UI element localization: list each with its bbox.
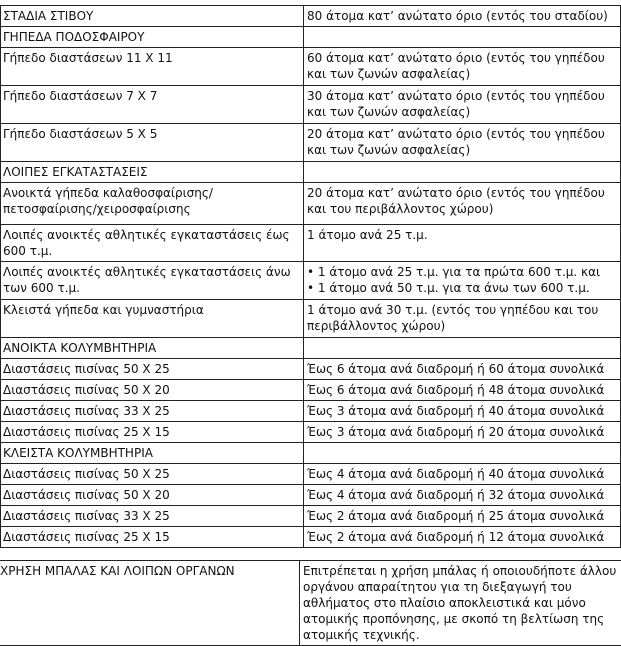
- table-row: [1, 86, 621, 124]
- table-row: [1, 422, 621, 443]
- row-value: Έως 6 άτομα ανά διαδρομή ή 60 άτομα συνολικά: [304, 359, 621, 380]
- row-value: [304, 162, 621, 183]
- row-label: Κλειστά γήπεδα και γυμναστήρια: [1, 300, 304, 338]
- equipment-table: [0, 560, 621, 646]
- table-row: [0, 561, 621, 646]
- row-label: Διαστάσεις πισίνας 50 Χ 25: [1, 359, 304, 380]
- row-label: Διαστάσεις πισίνας 50 Χ 20: [1, 380, 304, 401]
- row-value: 20 άτομα κατ’ ανώτατο όριο (εντός του γηπέδου και του περιβάλλοντος χώρου): [304, 183, 621, 225]
- table-row: [1, 124, 621, 162]
- row-value: 1 άτομο ανά 30 τ.μ. (εντός του γηπέδου και του περιβάλλοντος χώρου): [304, 300, 621, 338]
- row-value: Έως 3 άτομα ανά διαδρομή ή 20 άτομα συνολικά: [304, 422, 621, 443]
- table-row: [1, 300, 621, 338]
- row-value: 30 άτομα κατ’ ανώτατο όριο (εντός του γηπέδου και των ζωνών ασφαλείας): [304, 86, 621, 124]
- row-value: [304, 27, 621, 48]
- table-row: [1, 262, 621, 300]
- table-row: [1, 464, 621, 485]
- table-row: [1, 506, 621, 527]
- table-row: [1, 527, 621, 548]
- row-value: 20 άτομα κατ’ ανώτατο όριο (εντός του γηπέδου και των ζωνών ασφαλείας): [304, 124, 621, 162]
- table-row: [1, 401, 621, 422]
- row-label: Διαστάσεις πισίνας 50 Χ 25: [1, 464, 304, 485]
- row-label: Διαστάσεις πισίνας 25 Χ 15: [1, 527, 304, 548]
- row-value: [304, 443, 621, 464]
- row-value: Έως 2 άτομα ανά διαδρομή ή 12 άτομα συνολικά: [304, 527, 621, 548]
- section-label: ΛΟΙΠΕΣ ΕΓΚΑΤΑΣΤΑΣΕΙΣ: [1, 162, 304, 183]
- row-label: Λοιπές ανοικτές αθλητικές εγκαταστάσεις έως 600 τ.μ.: [1, 225, 304, 262]
- row-label: Διαστάσεις πισίνας 33 Χ 25: [1, 506, 304, 527]
- row-label: Γήπεδο διαστάσεων 11 Χ 11: [1, 48, 304, 86]
- section-label: ΓΗΠΕΔΑ ΠΟΔΟΣΦΑΙΡΟΥ: [1, 27, 304, 48]
- row-label: ΧΡΗΣΗ ΜΠΑΛΑΣ ΚΑΙ ΛΟΙΠΩΝ ΟΡΓΑΝΩΝ: [0, 561, 300, 646]
- section-header-row: [1, 443, 621, 464]
- row-value: [304, 338, 621, 359]
- row-label: Διαστάσεις πισίνας 25 Χ 15: [1, 422, 304, 443]
- table-row: [1, 225, 621, 262]
- row-value: 80 άτομα κατ’ ανώτατο όριο (εντός του σταδίου): [304, 6, 621, 27]
- table-row: [1, 183, 621, 225]
- row-value: Έως 4 άτομα ανά διαδρομή ή 32 άτομα συνολικά: [304, 485, 621, 506]
- row-value: 1 άτομο ανά 25 τ.μ.: [304, 225, 621, 262]
- row-value: Έως 6 άτομα ανά διαδρομή ή 48 άτομα συνολικά: [304, 380, 621, 401]
- row-value: 60 άτομα κατ’ ανώτατο όριο (εντός του γηπέδου και των ζωνών ασφαλείας): [304, 48, 621, 86]
- row-value: Έως 2 άτομα ανά διαδρομή ή 25 άτομα συνολικά: [304, 506, 621, 527]
- section-label: ΚΛΕΙΣΤΑ ΚΟΛΥΜΒΗΤΗΡΙΑ: [1, 443, 304, 464]
- row-label: Διαστάσεις πισίνας 33 Χ 25: [1, 401, 304, 422]
- table-row: [1, 359, 621, 380]
- bullet-item: • 1 άτομο ανά 50 τ.μ. για τα άνω των 600 τ.μ.: [307, 280, 617, 296]
- row-value: Έως 4 άτομα ανά διαδρομή ή 40 άτομα συνολικά: [304, 464, 621, 485]
- table-row: [1, 48, 621, 86]
- row-label: Διαστάσεις πισίνας 50 Χ 20: [1, 485, 304, 506]
- table-row: [1, 380, 621, 401]
- section-header-row: [1, 338, 621, 359]
- section-label: ΑΝΟΙΚΤΑ ΚΟΛΥΜΒΗΤΗΡΙΑ: [1, 338, 304, 359]
- row-value: Επιτρέπεται η χρήση μπάλας ή οποιουδήποτε άλλου οργάνου απαραίτητου για τη διεξαγωγή του αθλήματος στο πλαίσιο αποκλειστικά και μόνο ατομικής προπόνησης, με σκοπό τη βελτίωση της ατομικής τεχνικής.: [300, 561, 621, 646]
- row-label: ΣΤΑΔΙΑ ΣΤΙΒΟΥ: [1, 6, 304, 27]
- section-header-row: [1, 27, 621, 48]
- capacity-table: [0, 5, 621, 548]
- row-label: Γήπεδο διαστάσεων 7 Χ 7: [1, 86, 304, 124]
- row-value: [304, 262, 621, 300]
- row-label: Λοιπές ανοικτές αθλητικές εγκαταστάσεις άνω των 600 τ.μ.: [1, 262, 304, 300]
- row-label: Ανοικτά γήπεδα καλαθοσφαίρισης/πετοσφαίρισης/χειροσφαίρισης: [1, 183, 304, 225]
- row-label: Γήπεδο διαστάσεων 5 Χ 5: [1, 124, 304, 162]
- bullet-item: • 1 άτομο ανά 25 τ.μ. για τα πρώτα 600 τ.μ. και: [307, 264, 617, 280]
- table-row: [1, 485, 621, 506]
- section-header-row: [1, 162, 621, 183]
- table-row: [1, 6, 621, 27]
- row-value: Έως 3 άτομα ανά διαδρομή ή 40 άτομα συνολικά: [304, 401, 621, 422]
